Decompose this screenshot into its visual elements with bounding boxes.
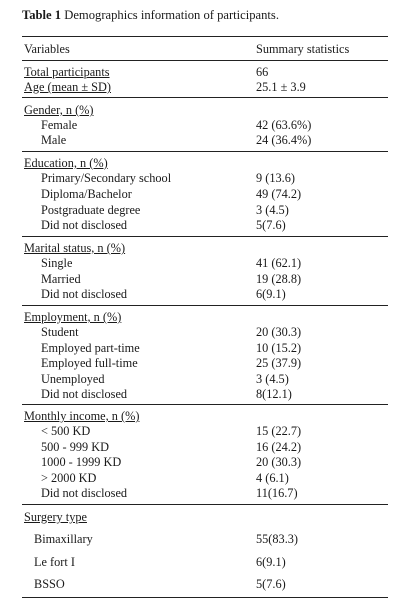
table-row — [0, 532, 414, 547]
row-value: 20 (30.3) — [256, 455, 302, 469]
row-value: 5(7.6) — [256, 218, 286, 232]
row-label: Total participants — [24, 65, 110, 79]
row-value: 3 (4.5) — [256, 372, 289, 386]
row-label: Did not disclosed — [41, 486, 128, 500]
row-label: Gender, n (%) — [24, 103, 94, 117]
section-heading-surgery-type — [0, 510, 414, 525]
section-heading-marital-status — [0, 241, 414, 256]
row-label: Primary/Secondary school — [41, 171, 172, 185]
section-rule — [22, 305, 388, 306]
row-value: 5(7.6) — [256, 577, 286, 591]
row-label: Female — [41, 118, 78, 132]
table-row — [0, 440, 414, 455]
row-value: 11(16.7) — [256, 486, 298, 500]
header-variables: Variables — [24, 42, 70, 56]
table-row — [0, 471, 414, 486]
row-value: 24 (36.4%) — [256, 133, 312, 147]
row-value: 9 (13.6) — [256, 171, 295, 185]
row-value: 20 (30.3) — [256, 325, 302, 339]
header-rule — [22, 60, 388, 61]
row-label: Surgery type — [24, 510, 87, 524]
table-row — [0, 65, 414, 80]
section-rule — [22, 151, 388, 152]
row-label: > 2000 KD — [41, 471, 97, 485]
row-label: Age (mean ± SD) — [24, 80, 111, 94]
section-rule — [22, 404, 388, 405]
section-rule — [22, 504, 388, 505]
row-label: Employed full-time — [41, 356, 138, 370]
row-value: 4 (6.1) — [256, 471, 289, 485]
table-row — [0, 356, 414, 371]
table-row — [0, 256, 414, 271]
table-row — [0, 272, 414, 287]
row-label: Did not disclosed — [41, 218, 128, 232]
table-row — [0, 424, 414, 439]
row-value: 49 (74.2) — [256, 187, 302, 201]
table-row — [0, 118, 414, 133]
section-heading-gender — [0, 103, 414, 118]
row-label: 1000 - 1999 KD — [41, 455, 122, 469]
table-row — [0, 133, 414, 148]
header-summary-statistics: Summary statistics — [256, 42, 350, 56]
section-heading-education — [0, 156, 414, 171]
row-label: Bimaxillary — [34, 532, 93, 546]
row-value: 66 — [256, 65, 269, 79]
row-label: BSSO — [34, 577, 65, 591]
row-label: Unemployed — [41, 372, 105, 386]
table-row — [0, 325, 414, 340]
row-value: 25.1 ± 3.9 — [256, 80, 306, 94]
table-row — [0, 577, 414, 592]
section-heading-monthly-income — [0, 409, 414, 424]
row-label: Education, n (%) — [24, 156, 108, 170]
table-row — [0, 341, 414, 356]
row-label: Student — [41, 325, 79, 339]
row-value: 6(9.1) — [256, 287, 286, 301]
row-value: 41 (62.1) — [256, 256, 302, 270]
row-label: Did not disclosed — [41, 387, 128, 401]
row-label: Marital status, n (%) — [24, 241, 126, 255]
table-row — [0, 455, 414, 470]
row-value: 6(9.1) — [256, 555, 286, 569]
table-row — [0, 555, 414, 570]
table-row — [0, 187, 414, 202]
row-value: 55(83.3) — [256, 532, 299, 546]
table-caption — [22, 8, 279, 23]
row-label: < 500 KD — [41, 424, 91, 438]
row-value: 16 (24.2) — [256, 440, 302, 454]
row-label: Le fort I — [34, 555, 75, 569]
table-row — [0, 203, 414, 218]
header-row — [0, 42, 414, 57]
table-row — [0, 486, 414, 501]
row-value: 3 (4.5) — [256, 203, 289, 217]
section-rule — [22, 236, 388, 237]
row-label: Employment, n (%) — [24, 310, 122, 324]
row-label: 500 - 999 KD — [41, 440, 109, 454]
row-label: Married — [41, 272, 81, 286]
table-row — [0, 171, 414, 186]
row-value: 42 (63.6%) — [256, 118, 312, 132]
row-value: 25 (37.9) — [256, 356, 302, 370]
table-title: Demographics information of participants. — [61, 8, 279, 22]
row-label: Monthly income, n (%) — [24, 409, 140, 423]
row-label: Postgraduate degree — [41, 203, 141, 217]
row-label: Employed part-time — [41, 341, 140, 355]
row-value: 10 (15.2) — [256, 341, 302, 355]
top-rule — [22, 36, 388, 37]
row-value: 8(12.1) — [256, 387, 292, 401]
table-row — [0, 387, 414, 402]
row-label: Male — [41, 133, 67, 147]
section-rule — [22, 97, 388, 98]
row-label: Single — [41, 256, 73, 270]
table-row — [0, 218, 414, 233]
row-label: Diploma/Bachelor — [41, 187, 132, 201]
bottom-rule — [22, 597, 388, 598]
table-row — [0, 372, 414, 387]
section-heading-employment — [0, 310, 414, 325]
table-row — [0, 80, 414, 95]
table-row — [0, 287, 414, 302]
row-value: 19 (28.8) — [256, 272, 302, 286]
row-value: 15 (22.7) — [256, 424, 302, 438]
table-number: Table 1 — [22, 8, 62, 22]
row-label: Did not disclosed — [41, 287, 128, 301]
